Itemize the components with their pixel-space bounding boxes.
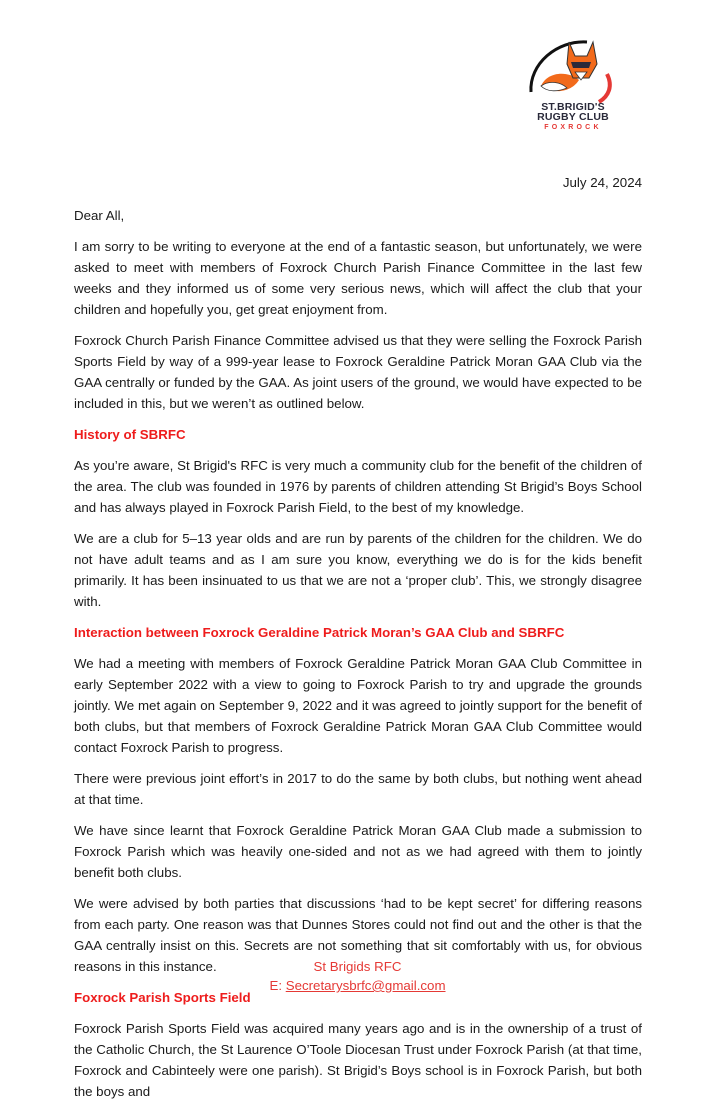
sports-field-paragraph-1: Foxrock Parish Sports Field was acquired many years ago and is in the ownership of a trust of the Catholic Church, the St Laurence O’Toole Diocesan Trust under Foxrock Parish (at that time, Foxrock and Cabinteely were one parish). St Brigid’s Boys school is in Foxrock Parish, but both the boys and [74,1021,642,1099]
fox-mascot-icon [527,34,619,104]
footer-email-link[interactable]: Secretarysbrfc@gmail.com [285,978,446,993]
section-heading-sports-field: Foxrock Parish Sports Field [74,990,251,1005]
section-heading-interaction: Interaction between Foxrock Geraldine Patrick Moran’s GAA Club and SBRFC [74,625,565,640]
intro-paragraph-1: I am sorry to be writing to everyone at the end of a fantastic season, but unfortunately, we were asked to meet with members of Foxrock Church Parish Finance Committee in the last few weeks and they informed us of some very serious news, which will affect the club that your children and hopefully you, get great enjoyment from. [74,239,642,317]
salutation: Dear All, [74,208,125,223]
history-paragraph-2: We are a club for 5–13 year olds and are run by parents of the children for the children. We do not have adult teams and as I am sure you know, everything we do is for the kids benefit primarily. It has been insinuated to us that we are not a ‘proper club’. This, we strongly disagree with. [74,531,642,609]
logo-line-2: RUGBY CLUB [537,111,609,123]
interaction-paragraph-1: We had a meeting with members of Foxrock Geraldine Patrick Moran GAA Club Committee in early September 2022 with a view to going to Foxrock Parish to try and upgrade the grounds jointly. We met again on September 9, 2022 and it was agreed to jointly support for the benefit of both clubs, but that members of Foxrock Geraldine Patrick Moran GAA Club Committee would contact Foxrock Parish to progress. [74,656,642,755]
interaction-paragraph-3: We have since learnt that Foxrock Geraldine Patrick Moran GAA Club made a submission to Foxrock Parish which was heavily one-sided and not as we had agreed with them to jointly benefit both clubs. [74,823,642,880]
logo-line-3: FOXROCK [544,124,602,131]
intro-paragraph-2: Foxrock Church Parish Finance Committee advised us that they were selling the Foxrock Parish Sports Field by way of a 999-year lease to Foxrock Geraldine Patrick Moran GAA Club via the GAA centrally or funded by the GAA. As joint users of the ground, we would have expected to be included in this, but we weren’t as outlined below. [74,333,642,411]
interaction-paragraph-2: There were previous joint effort’s in 2017 to do the same by both clubs, but nothing went ahead at that time. [74,771,642,807]
logo-line-1: ST.BRIGID'S [541,101,605,113]
footer-email-line [0,976,715,995]
letter-footer [0,957,715,995]
footer-org-name: St Brigids RFC [313,959,402,974]
club-logo [527,34,619,134]
letter-date: July 24, 2024 [562,175,642,190]
section-heading-history: History of SBRFC [74,427,186,442]
logo-text [527,102,619,133]
history-paragraph-1: As you’re aware, St Brigid's RFC is very much a community club for the benefit of the children of the area. The club was founded in 1976 by parents of children attending St Brigid’s Boys School and has always played in Foxrock Parish Field, to the best of my knowledge. [74,458,642,515]
interaction-paragraph-4: We were advised by both parties that discussions ‘had to be kept secret’ for differing reasons from each party. One reason was that Dunnes Stores could not find out and the other is that the GAA centrally insist on this. Secrets are not something that sit comfortably with us, for obvious reasons in this instance. [74,896,642,974]
footer-email-prefix: E: [269,978,286,993]
